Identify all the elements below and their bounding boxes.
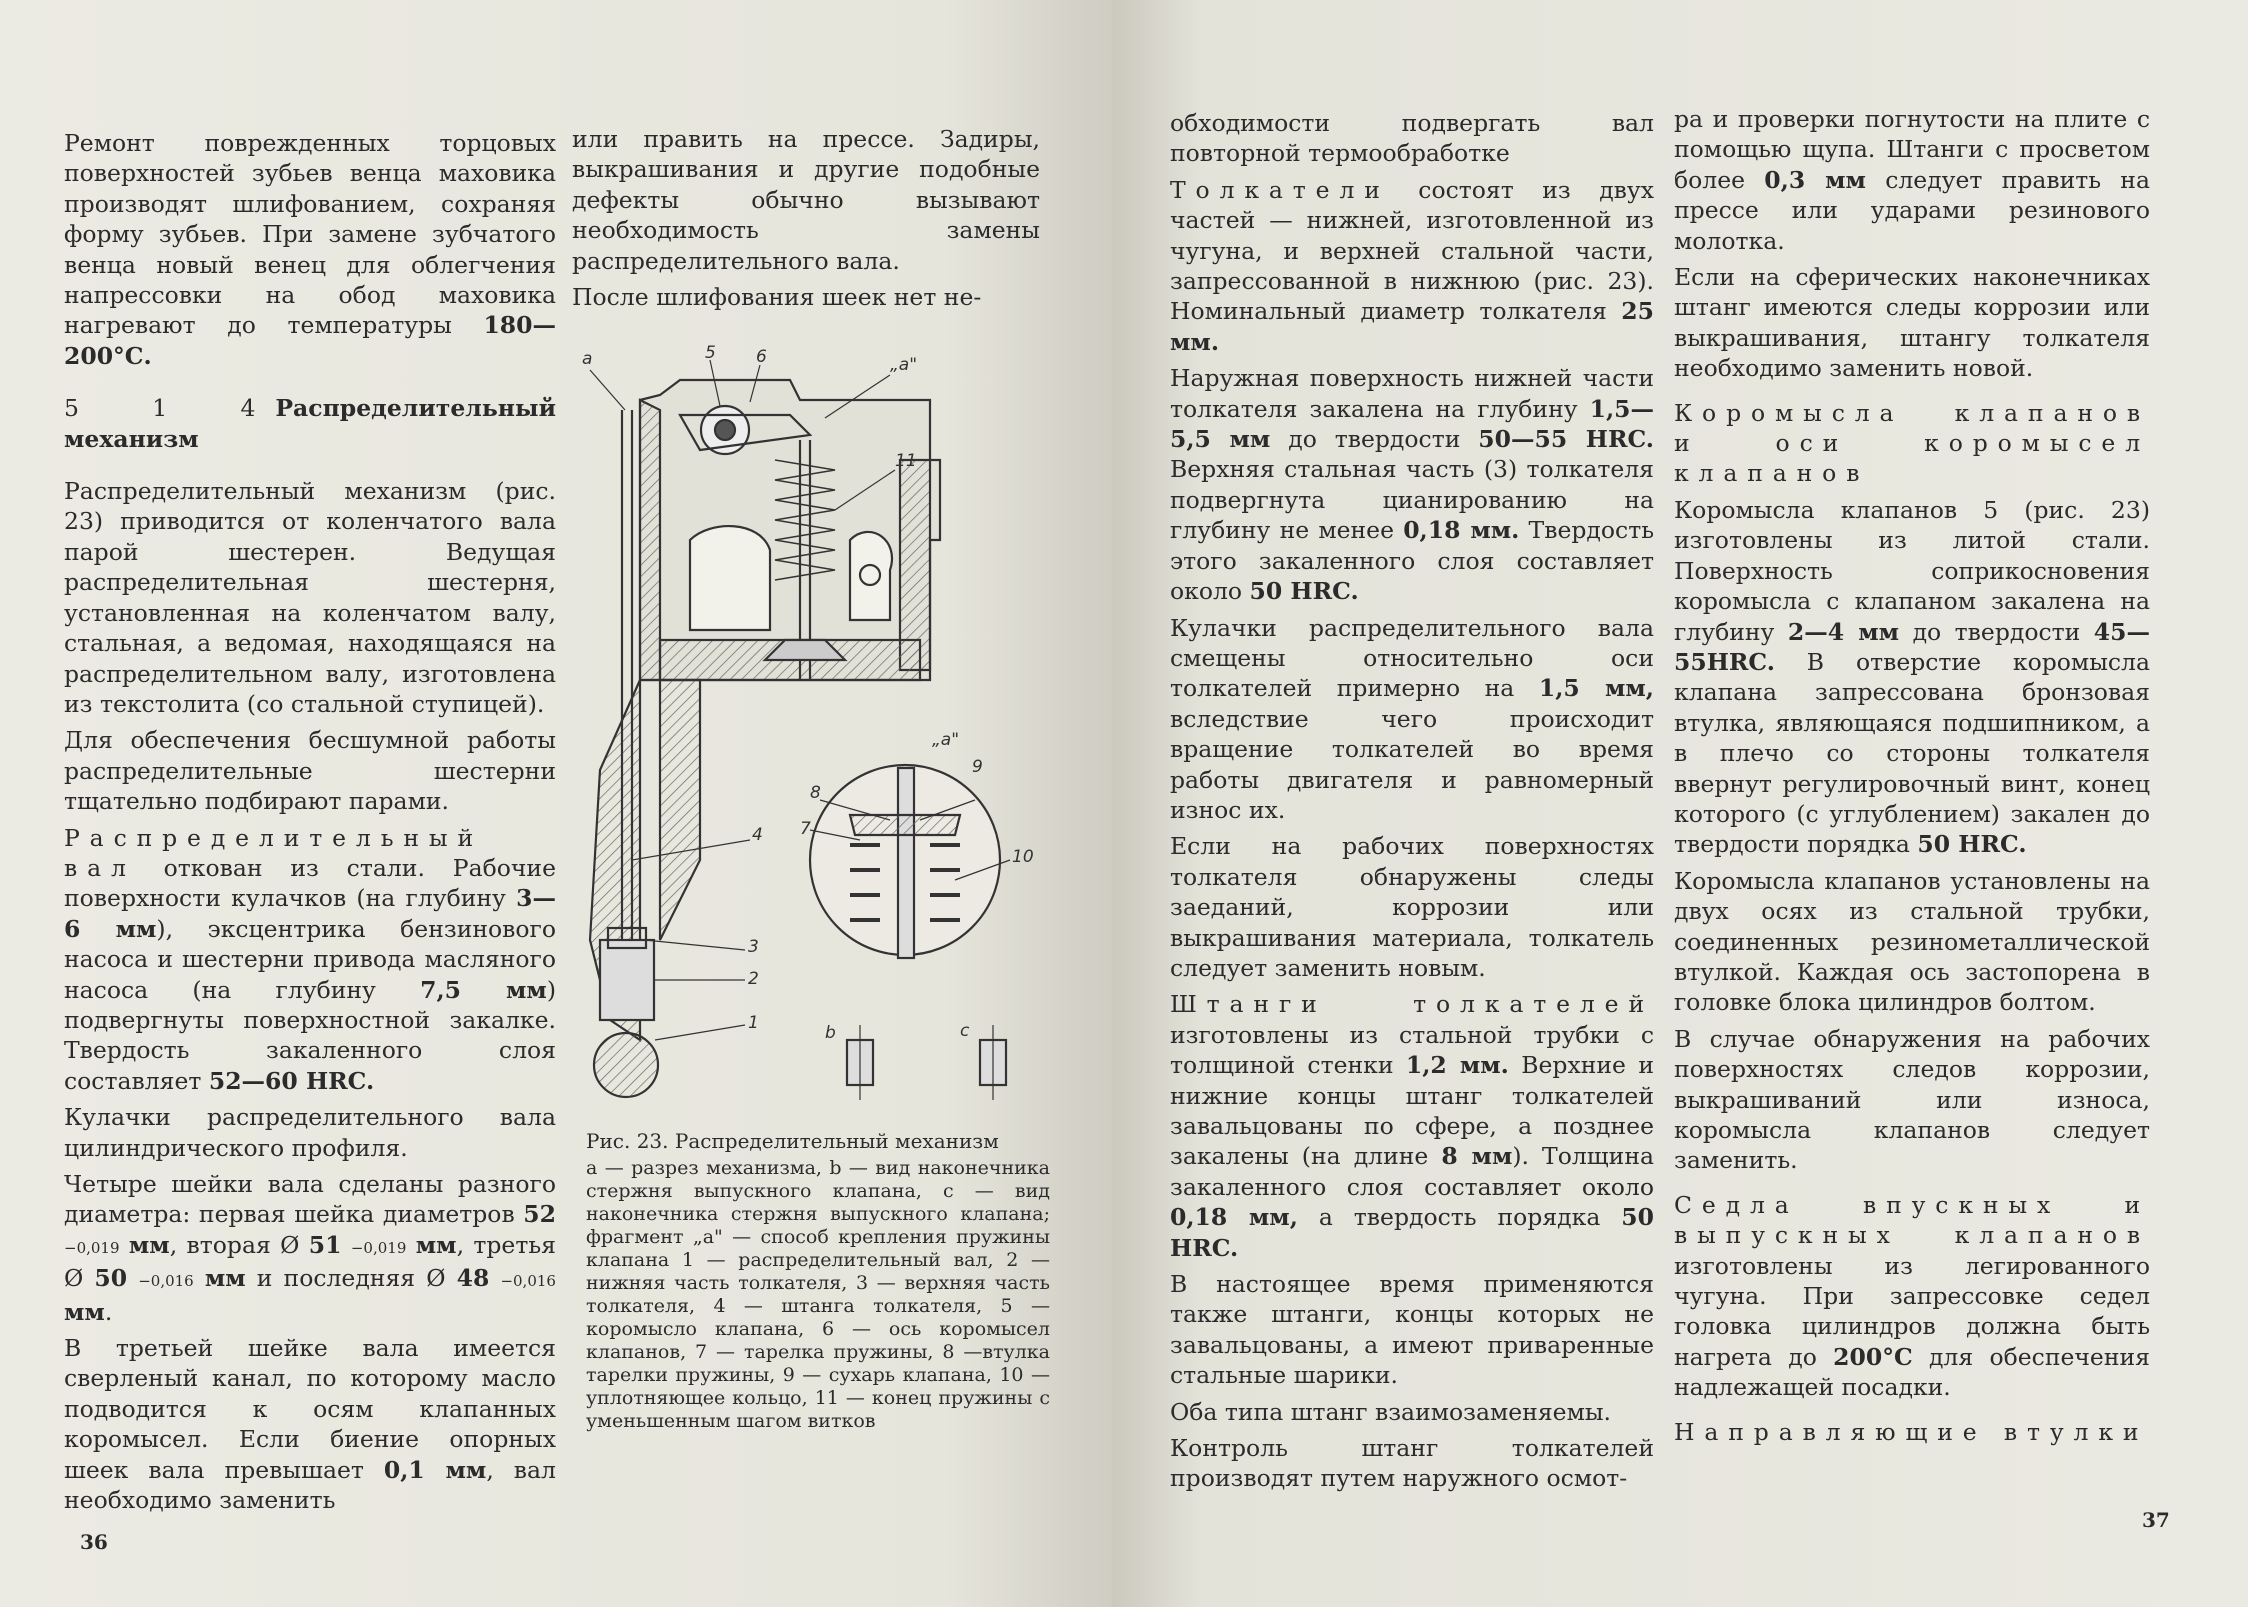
figure-label: b (825, 1023, 836, 1043)
figure-label: c (960, 1021, 970, 1041)
paragraph: Четыре шейки вала сделаны разного диаметра: первая шейка диаметров 52 −0,019 мм, вторая Ø 51 −0,019 мм, третья Ø 50 −0,016 мм и последняя Ø 48 −0,016 мм. (64, 1170, 556, 1326)
paragraph: Наружная поверхность нижней части толкателя закалена на глубину 1,5—5,5 мм до твердости 50—55 HRC. Верхняя стальная часть (3) толкателя подвергнута цианированию на глубину не менее 0,18 мм. Твердость этого закаленного слоя составляет около 50 HRC. (1170, 364, 1654, 606)
paragraph: Коромысла клапанов 5 (рис. 23) изготовлены из литой стали. Поверхность соприкосновения коромысла с клапаном закалена на глубину 2—4 мм до твердости 45—55HRC. В отверстие коромысла клапана запрессована бронзовая втулка, являющаяся подшипником, а в плечо со стороны толкателя ввернут регулировочный винт, конец которого (с углублением) закален до твердости порядка 50 HRC. (1674, 495, 2150, 859)
figure-label: 1 (748, 1013, 759, 1033)
paragraph: Направляющие втулки (1674, 1417, 2149, 1446)
page-number: 36 (80, 1530, 108, 1554)
caption-text: a — разрез механизма, b — вид наконечника стержня выпускного клапана, c — вид наконечника стержня выпускного клапана; фрагмент „a" — способ крепления пружины клапана 1 — распределительный вал, 2 — нижняя часть толкателя, 3 — верхняя часть толкателя, 4 — штанга толкателя, 5 — коромысло клапана, 6 — ось коромысел клапанов, 7 — тарелка пружины, 8 —втулка тарелки пружины, 9 — сухарь клапана, 10 — уплотняющее кольцо, 11 — конец пружины с уменьшенным шагом витков (586, 1157, 1050, 1432)
paragraph: обходимости подвергать вал повторной термообработке (1170, 109, 1654, 168)
paragraph: Толкатели состоят из двух частей — нижней, изготовленной из чугуна, и верхней стальной части, запрессованной в нижнюю (рис. 23). Номинальный диаметр толкателя 25 мм. (1170, 175, 1654, 356)
paragraph: Оба типа штанг взаимозаменяемы. (1170, 1397, 1612, 1426)
paragraph: После шлифования шеек нет не- (572, 283, 982, 312)
left-page (0, 0, 1112, 1607)
paragraph: или править на прессе. Задиры, выкрашивания и другие подобные дефекты обычно вызывают необходимость замены распределительного вала. (572, 125, 1040, 275)
section-heading: 5 1 4 Распределительный механизм (64, 394, 556, 453)
figure-label: 6 (756, 347, 767, 367)
paragraph: Штанги толкателей изготовлены из стальной трубки с толщиной стенки 1,2 мм. Верхние и нижние концы штанг толкателей завальцованы по сфере, а позднее закалены (на длине 8 мм). Толщина закаленного слоя составляет около 0,18 мм, а твердость порядка 50 HRC. (1170, 990, 1654, 1262)
paragraph: Распределительный вал откован из стали. Рабочие поверхности кулачков (на глубину 3—6 мм), эксцентрика бензинового насоса и шестерни привода масляного насоса (на глубину 7,5 мм) подвергнуты поверхностной закалке. Твердость закаленного слоя составляет 52—60 HRC. (64, 823, 557, 1095)
paragraph: Контроль штанг толкателей производят путем наружного осмот- (1170, 1434, 1654, 1493)
right-page-column-1 (1170, 108, 1654, 1500)
figure-label: 7 (800, 819, 811, 839)
paragraph: Ремонт поврежденных торцовых поверхностей зубьев венца маховика производят шлифованием, сохраняя форму зубьев. При замене зубчатого венца новый венец для облегчения напрессовки на обод маховика нагревают до температуры 180—200°С. (64, 129, 556, 370)
figure-caption (586, 1130, 1050, 1433)
right-page (1112, 0, 2248, 1607)
left-page-column-2 (572, 124, 1040, 318)
paragraph: Кулачки распределительного вала смещены относительно оси толкателей примерно на 1,5 мм, вследствие чего происходит вращение толкателей во время работы двигателя и равномерный износ их. (1170, 613, 1654, 824)
paragraph: Для обеспечения бесшумной работы распределительные шестерни тщательно подбирают парами. (64, 726, 556, 816)
paragraph: ра и проверки погнутости на плите с помощью щупа. Штанги с просветом более 0,3 мм следует править на прессе или ударами резинового молотка. (1674, 105, 2150, 255)
figure-label: 9 (972, 757, 983, 777)
figure-label: 11 (895, 451, 917, 471)
figure-label: a (582, 349, 593, 369)
paragraph: Седла впускных и выпускных клапанов изготовлены из легированного чугуна. При запрессовке седел головка цилиндров должна быть нагрета до 200°С для обеспечения надлежащей посадки. (1674, 1190, 2150, 1402)
figure-label: „a" (932, 730, 960, 750)
figure-label: 4 (752, 825, 763, 845)
paragraph: Распределительный механизм (рис. 23) приводится от коленчатого вала парой шестерен. Ведущая распределительная шестерня, установленная на коленчатом валу, стальная, а ведомая, находящаяся на распределительном валу, изготовлена из текстолита (со стальной ступицей). (64, 477, 556, 718)
figure-label: 2 (748, 969, 759, 989)
paragraph: Если на сферических наконечниках штанг имеются следы коррозии или выкрашивания, штангу толкателя необходимо заменить новой. (1674, 263, 2150, 383)
paragraph: Если на рабочих поверхностях толкателя обнаружены следы заеданий, коррозии или выкрашивания материала, толкатель следует заменить новым. (1170, 832, 1654, 982)
paragraph: В случае обнаружения на рабочих поверхностях следов коррозии, выкрашиваний или износа, коромысла клапанов следует заменить. (1674, 1024, 2150, 1175)
right-page-column-2 (1674, 104, 2150, 1453)
figure-label: 8 (810, 783, 821, 803)
figure-label: 5 (705, 343, 716, 363)
paragraph: Кулачки распределительного вала цилиндрического профиля. (64, 1103, 556, 1162)
figure-label: 10 (1012, 847, 1034, 867)
paragraph: Коромысла клапанов установлены на двух осях из стальной трубки, соединенных резинометаллической втулкой. Каждая ось застопорена в головке блока цилиндров болтом. (1674, 866, 2150, 1017)
page-number: 37 (2142, 1508, 2170, 1532)
paragraph: Коромысла клапанов и оси коромысел клапанов (1674, 398, 2150, 488)
figure-label: „a" (890, 355, 918, 375)
figure-label: 3 (748, 937, 759, 957)
caption-title: Рис. 23. Распределительный механизм (586, 1129, 999, 1153)
mechanism-diagram (560, 340, 1080, 1110)
paragraph: В настоящее время применяются также штанги, концы которых не завальцованы, а имеют приваренные стальные шарики. (1170, 1270, 1654, 1390)
paragraph: В третьей шейке вала имеется сверленый канал, по которому масло подводится к осям клапанных коромысел. Если биение опорных шеек вала превышает 0,1 мм, вал необходимо заменить (64, 1334, 556, 1515)
left-page-column-1 (64, 128, 556, 1521)
